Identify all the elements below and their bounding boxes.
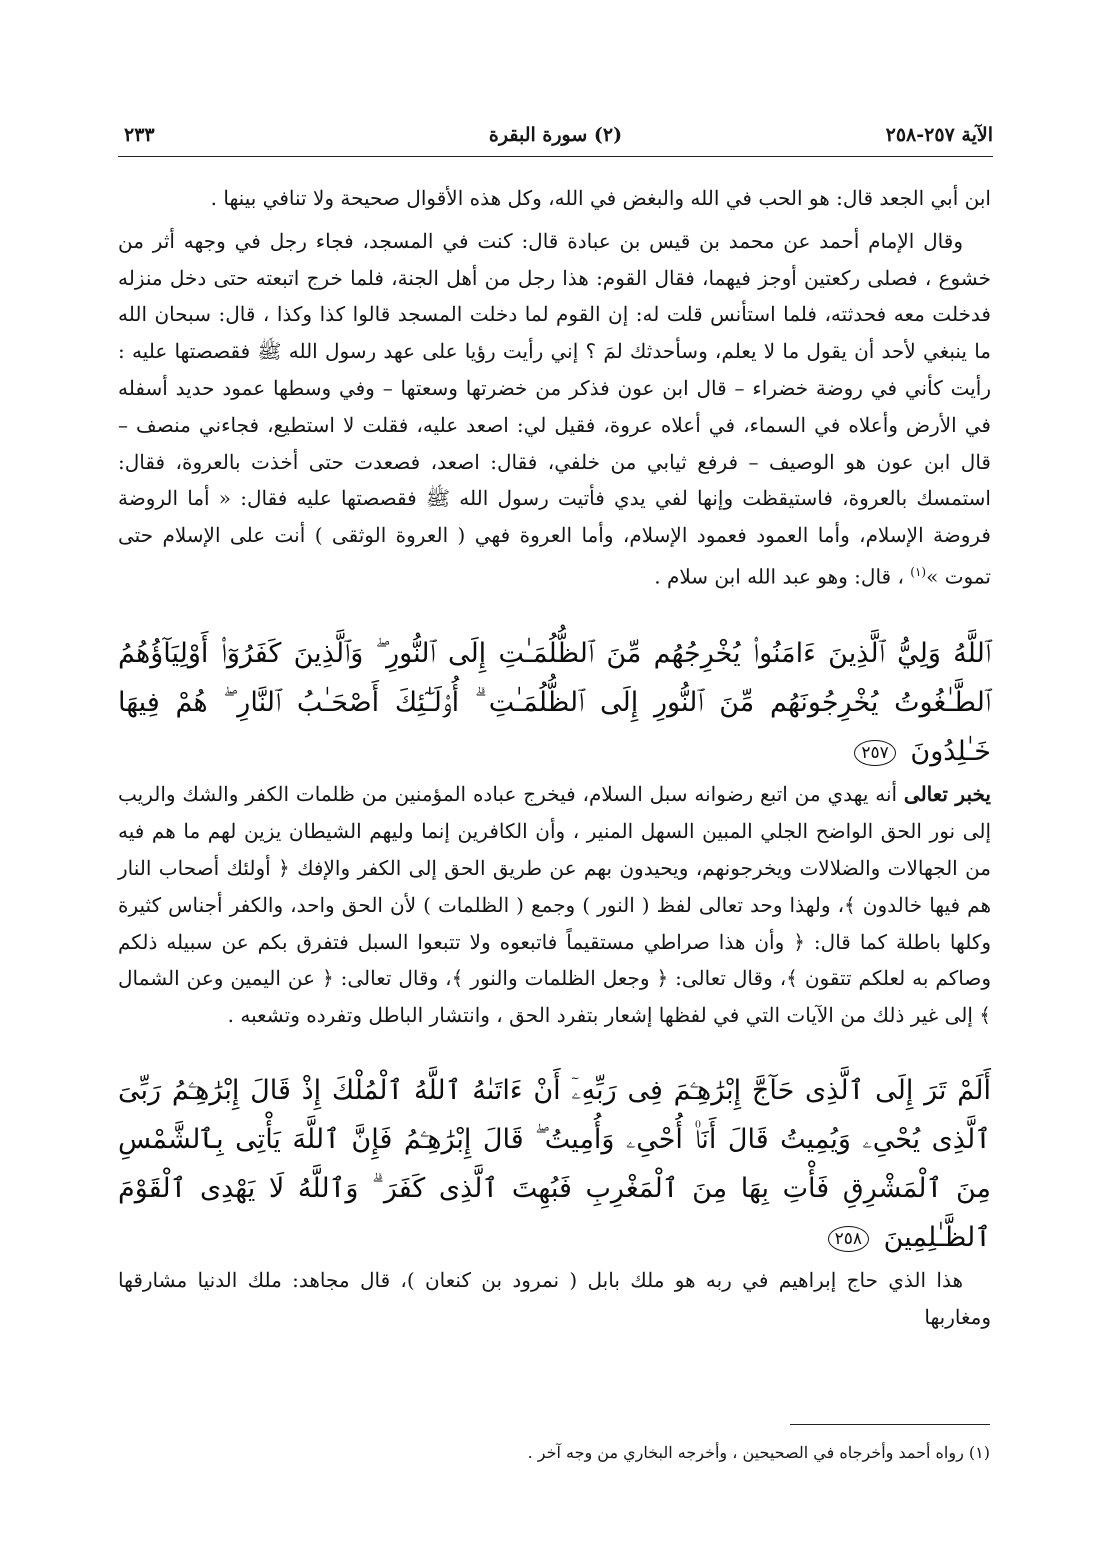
lead-phrase: يخبر تعالى bbox=[903, 782, 991, 807]
tafsir-section-1 bbox=[118, 180, 991, 595]
quran-verse-257 bbox=[118, 629, 991, 776]
footnote-marker: (١) bbox=[968, 1443, 990, 1462]
paragraph-hadith bbox=[118, 223, 991, 596]
tafsir-text: أنه يهدي من اتبع رضوانه سبل السلام، فيخرج عباده المؤمنين من ظلمات الكفر والشك والريب إلى نور الحق الواضح الجلي المبين السهل المنير ، وأن الكافرين إنما وليهم الشيطان يزين لهم ما هم فيه من الجهالات والضلالات ويخرجونهم، ويحيدون بهم عن طريق الحق إلى الكفر والإفك ﴿ أولئك أصحاب النار هم فيها خالدون ﴾، ولهذا وحد تعالى لفظ ( النور ) وجمع ( الظلمات ) لأن الحق واحد، والكفر أجناس كثيرة وكلها باطلة كما قال: ﴿ وأن هذا صراطي مستقيماً فاتبعوه ولا تتبعوا السبل فتفرق بكم عن سبيله ذلكم وصاكم به لعلكم تتقون ﴾، وقال تعالى: ﴿ وجعل الظلمات والنور ﴾، وقال تعالى: ﴿ عن اليمين وعن الشمال ﴾ إلى غير ذلك من الآيات التي في لفظها إشعار بتفرد الحق ، وانتشار الباطل وتفرده وتشعبه . bbox=[118, 782, 992, 1028]
footnote bbox=[118, 1440, 990, 1466]
quran-verse-258 bbox=[118, 1066, 991, 1262]
page-number: ٢٣٣ bbox=[124, 124, 155, 146]
tafsir-section-2 bbox=[118, 776, 991, 1034]
hadith-text: وقال الإمام أحمد عن محمد بن قيس بن عبادة قال: كنت في المسجد، فجاء رجل في وجهه أثر من خشوع ، فصلى ركعتين أوجز فيهما، فقال القوم: هذا رجل من أهل الجنة، فلما خرج اتبعته حتى دخل منزله فدخلت معه فحدثته، فلما استأنس قلت له: إن القوم لما دخلت المسجد قالوا كذا وكذا ، قال: سبحان الله ما ينبغي لأحد أن يقول ما لا يعلم، وسأحدثك لمَ ؟ إني رأيت رؤيا على عهد رسول الله ﷺ فقصصتها عليه : رأيت كأني في روضة خضراء – قال ابن عون فذكر من خضرتها وسعتها – وفي وسطها عمود حديد أسفله في الأرض وأعلاه في السماء، في أعلاه عروة، فقيل لي: اصعد عليه، فقلت لا استطيع، فجاءني منصف – قال ابن عون هو الوصيف – فرفع ثيابي من خلفي، فقال: اصعد، فصعدت حتى أخذت بالعروة، فقال: استمسك بالعروة، فاستيقظت وإنها لفي يدي فأتيت رسول الله ﷺ فقصصتها عليه فقال: « أما الروضة فروضة الإسلام، وأما العمود فعمود الإسلام، وأما العروة فهي ( العروة الوثقى ) أنت على الإسلام حتى تموت » bbox=[118, 228, 992, 589]
hadith-text-end: ، قال: وهو عبد الله ابن سلام . bbox=[654, 564, 904, 589]
header-ayah-range: الآية ٢٥٧-٢٥٨ bbox=[885, 124, 993, 146]
tafsir-section-3: هذا الذي حاج إبراهيم في ربه هو ملك بابل ( نمرود بن كنعان )، قال مجاهد: ملك الدنيا مشارقها ومغاربها bbox=[118, 1268, 991, 1329]
footnote-reference: (١) bbox=[910, 564, 927, 579]
verse-text: ٱللَّهُ وَلِيُّ ٱلَّذِينَ ءَامَنُوا۟ يُخْرِجُهُم مِّنَ ٱلظُّلُمَـٰتِ إِلَى ٱلنُّورِ ۖ وَٱلَّذِينَ كَفَرُوٓا۟ أَوْلِيَآؤُهُمُ ٱلطَّـٰغُوتُ يُخْرِجُونَهُم مِّنَ ٱلنُّورِ إِلَى ٱلظُّلُمَـٰتِ ۗ أُو۟لَـٰٓئِكَ أَصْحَـٰبُ ٱلنَّارِ ۖ هُمْ فِيهَا خَـٰلِدُونَ bbox=[118, 638, 991, 768]
footnote-text: رواه أحمد وأخرجاه في الصحيحين ، وأخرجه البخاري من وجه آخر . bbox=[527, 1443, 964, 1462]
footnote-divider bbox=[790, 1424, 990, 1425]
header-surah-title: (٢) سورة البقرة bbox=[488, 124, 623, 146]
ayah-number-marker: ٢٥٧ bbox=[854, 740, 895, 766]
ayah-number-marker: ٢٥٨ bbox=[828, 1226, 869, 1252]
page-body bbox=[118, 180, 991, 1336]
verse-text: أَلَمْ تَرَ إِلَى ٱلَّذِى حَآجَّ إِبْرَٰهِـۧمَ فِى رَبِّهِۦٓ أَنْ ءَاتَىٰهُ ٱللَّهُ ٱلْمُلْكَ إِذْ قَالَ إِبْرَٰهِـۧمُ رَبِّىَ ٱلَّذِى يُحْىِۦ وَيُمِيتُ قَالَ أَنَا۠ أُحْىِۦ وَأُمِيتُ ۖ قَالَ إِبْرَٰهِـۧمُ فَإِنَّ ٱللَّهَ يَأْتِى بِٱلشَّمْسِ مِنَ ٱلْمَشْرِقِ فَأْتِ بِهَا مِنَ ٱلْمَغْرِبِ فَبُهِتَ ٱلَّذِى كَفَرَ ۗ وَٱللَّهُ لَا يَهْدِى ٱلْقَوْمَ ٱلظَّـٰلِمِينَ bbox=[118, 1075, 991, 1253]
paragraph: ابن أبي الجعد قال: هو الحب في الله والبغض في الله، وكل هذه الأقوال صحيحة ولا تنافي بينها . bbox=[210, 186, 991, 210]
running-header bbox=[118, 116, 993, 157]
